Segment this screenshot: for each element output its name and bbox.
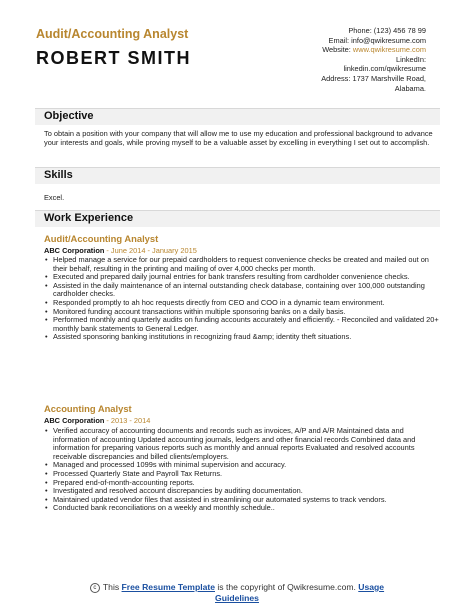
- contact-linkedin-label: LinkedIn:: [396, 54, 426, 64]
- contact-phone: Phone: (123) 456 78 99: [348, 26, 426, 35]
- contact-address-line2: Alabama.: [394, 83, 426, 93]
- contact-email: Email: info@qwikresume.com: [328, 35, 426, 45]
- duty-item: • Prepared end-of-month-accounting reports.: [44, 479, 439, 488]
- duty-item: • Managed and processed 1099s with minimal supervision and accuracy.: [44, 461, 439, 470]
- footer-prefix: This: [102, 582, 122, 592]
- resume-job-title: Audit/Accounting Analyst: [36, 27, 189, 41]
- contact-address: Address: 1737 Marshville Road,: [321, 73, 426, 83]
- job-2-company: ABC Corporation: [44, 416, 105, 425]
- job-2-title: Accounting Analyst: [44, 403, 132, 414]
- objective-section-header: [35, 108, 440, 125]
- free-resume-template-link[interactable]: Free Resume Template: [121, 582, 215, 592]
- duty-item: • Investigated and resolved account discrepancies by auditing documentation.: [44, 487, 439, 496]
- objective-heading: Objective: [44, 110, 94, 122]
- duty-item: • Conducted bank reconciliations on a weekly and monthly schedule..: [44, 504, 439, 513]
- contact-website-link[interactable]: www.qwikresume.com: [352, 45, 426, 55]
- contact-website-label: Website:: [322, 45, 353, 55]
- skills-section-header: [35, 167, 440, 184]
- job-2-meta: [44, 416, 150, 425]
- copyright-icon: c: [90, 583, 100, 593]
- duty-item: • Processed Quarterly State and Payroll Tax Returns.: [44, 470, 439, 479]
- skills-text: Excel.: [44, 193, 65, 202]
- job-1-meta: [44, 246, 197, 255]
- duty-item: • Monitored funding account transactions within multiple sponsoring banks on a daily basis.: [44, 308, 439, 317]
- duty-item: • Responded promptly to ah hoc requests directly from CEO and COO in a dynamic team environment.: [44, 299, 439, 308]
- candidate-name: ROBERT SMITH: [36, 48, 191, 68]
- contact-linkedin[interactable]: linkedin.com/qwikresume: [343, 64, 426, 74]
- job-2-dates: - 2013 - 2014: [104, 416, 151, 425]
- footer-middle: is the copyright of Qwikresume.com.: [215, 582, 359, 592]
- experience-section-header: [35, 210, 440, 227]
- duty-item: • Verified accuracy of accounting documents and records such as invoices, A/P and A/R Maintained data and information of accounting Updated accounting journals, ledgers and other financial records Combined data and information for preparing various reports such as monthly and annual reports Evaluated and resolved accounts receivable discrepancies and billed clients/employers.: [44, 427, 439, 461]
- footer-notice: [0, 582, 474, 604]
- job-1-company: ABC Corporation: [44, 246, 105, 255]
- duty-item: • Maintained updated vendor files that assisted in streamlining our automated systems to track vendors.: [44, 496, 439, 505]
- experience-heading: Work Experience: [44, 212, 134, 224]
- contact-block: [256, 26, 426, 93]
- duty-item: • Assisted sponsoring banking institutions in recognizing fraud &amp; identity theft situations.: [44, 333, 439, 342]
- usage-guidelines-link-line2[interactable]: Guidelines: [215, 593, 259, 603]
- duty-item: • Performed monthly and quarterly audits on funding accounts accurately and efficiently. - Reconciled and validated 20+ monthly bank statements to General Ledger.: [44, 316, 439, 333]
- duty-item: • Executed and prepared daily journal entries for bank transfers resulting from cardholder convenience checks.: [44, 273, 439, 282]
- contact-website: [256, 45, 426, 55]
- skills-heading: Skills: [44, 169, 73, 181]
- usage-guidelines-link[interactable]: Usage: [358, 582, 385, 592]
- duty-item: • Helped manage a service for our prepaid cardholders to request convenience checks be created and mailed out on their behalf, resulting in the printing and mailing of over 4,000 checks per month.: [44, 256, 439, 273]
- duty-item: • Assisted in the daily maintenance of an internal outstanding check database, containing over 100,000 outstanding cardholder checks.: [44, 282, 439, 299]
- job-1-title: Audit/Accounting Analyst: [44, 233, 159, 244]
- job-1-dates: - June 2014 - January 2015: [104, 246, 197, 255]
- job-2-duties: [44, 427, 439, 513]
- objective-text: To obtain a position with your company that will allow me to use my education and professional background to advance your interests and goals, while proving myself to be a valuable asset by excelling in everything I set out to accomplish.: [44, 129, 433, 147]
- job-1-duties: [44, 256, 439, 342]
